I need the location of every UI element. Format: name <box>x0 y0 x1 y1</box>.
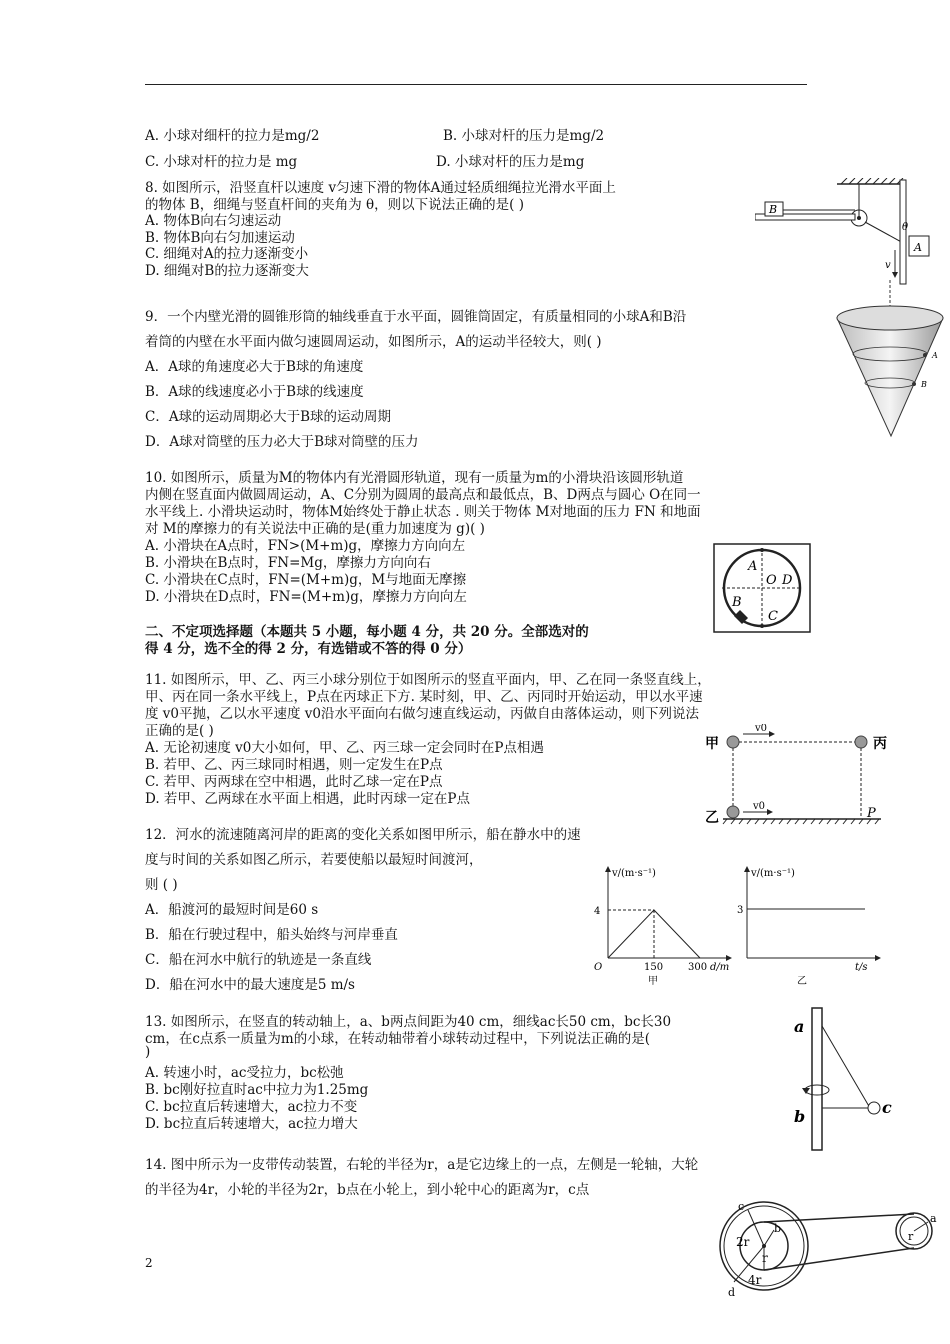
q9-option-a: A．A球的角速度必大于B球的角速度 <box>145 359 364 375</box>
q11-stem-1: 11. 如图所示，甲、乙、丙三小球分别位于如图所示的竖直平面内，甲、乙在同一条竖直线上， <box>145 672 711 688</box>
q14-fig-a: a <box>930 1212 937 1225</box>
q9-stem-1: 9．一个内壁光滑的圆锥形筒的轴线垂直于水平面，圆锥筒固定，有质量相同的小球A和B沿 <box>145 309 687 325</box>
q11-option-d: D. 若甲、乙两球在水平面上相遇，此时丙球一定在P点 <box>145 791 471 807</box>
q12-g2-y3: 3 <box>737 905 744 916</box>
q12-g1-x300: 300 <box>688 962 708 973</box>
q11-option-c: C. 若甲、丙两球在空中相遇，此时乙球一定在P点 <box>145 774 443 790</box>
q14-fig-r: r <box>762 1251 768 1265</box>
q9-option-d: D．A球对筒壁的压力必大于B球对筒壁的压力 <box>145 434 419 450</box>
q8-option-a: A. 物体B向右匀速运动 <box>145 213 282 229</box>
q12-stem-3: 则 ( ) <box>145 877 178 893</box>
q11-stem-2: 甲、丙在同一条水平线上，P点在丙球正下方. 某时刻，甲、乙、丙同时开始运动，甲以水平速 <box>145 689 703 705</box>
q8-option-d: D. 细绳对B的拉力逐渐变大 <box>145 263 309 279</box>
q12-g1-ylabel: v/(m·s⁻¹) <box>612 868 656 879</box>
q13-option-a: A. 转速小时，ac受拉力，bc松弛 <box>145 1065 344 1081</box>
q7-option-c: C. 小球对杆的拉力是 mg <box>145 154 298 170</box>
q13-stem-1: 13. 如图所示，在竖直的转动轴上，a、b两点间距为40 cm，细线ac长50 cm，bc长30 <box>145 1014 672 1030</box>
q9-stem-2: 着筒的内壁在水平面内做匀速圆周运动，如图所示，A的运动半径较大，则( ) <box>145 334 602 350</box>
q14-stem-1: 14. 图中所示为一皮带传动装置，右轮的半径为r，a是它边缘上的一点，左侧是一轮轴，大轮 <box>145 1157 699 1173</box>
q12-option-c: C．船在河水中航行的轨迹是一条直线 <box>145 952 372 968</box>
q8-option-b: B. 物体B向右匀加速运动 <box>145 230 295 246</box>
q8-fig-label-a: A <box>914 241 922 254</box>
q12-stem-2: 度与时间的关系如图乙所示，若要使船以最短时间渡河， <box>145 852 483 868</box>
q9-fig-label-a: A <box>932 351 938 360</box>
q12-g1-origin: O <box>594 962 603 973</box>
q12-option-d: D．船在河水中的最大速度是5 m/s <box>145 977 355 993</box>
q10-stem-2: 内侧在竖直面内做圆周运动，A、C分别为圆周的最高点和最低点，B、D两点与圆心 O在同一 <box>145 487 701 503</box>
q11-fig-jia: 甲 <box>705 736 719 752</box>
page-number: 2 <box>145 1256 153 1270</box>
q12-stem-1: 12．河水的流速随离河岸的距离的变化关系如图甲所示，船在静水中的速 <box>145 827 581 843</box>
q10-figure <box>712 542 812 634</box>
q9-option-b: B．A球的线速度必小于B球的线速度 <box>145 384 364 400</box>
q11-fig-yi: 乙 <box>705 810 719 826</box>
q8-option-c: C. 细绳对A的拉力逐渐变小 <box>145 246 309 262</box>
q11-fig-bing: 丙 <box>873 736 887 752</box>
q8-figure <box>755 178 935 286</box>
q13-fig-b: b <box>794 1107 806 1126</box>
q13-option-d: D. bc拉直后转速增大，ac拉力增大 <box>145 1116 358 1132</box>
q14-figure <box>712 1196 948 1300</box>
q8-stem-1: 8. 如图所示，沿竖直杆以速度 v匀速下滑的物体A通过轻质细绳拉光滑水平面上 <box>145 180 616 196</box>
q12-g1-y4: 4 <box>594 906 601 917</box>
q10-option-d: D. 小滑块在D点时，FN=(M+m)g，摩擦力方向向左 <box>145 589 467 605</box>
q10-stem-3: 水平线上. 小滑块运动时，物体M始终处于静止状态 . 则关于物体 M对地面的压力 FN 和地面 <box>145 504 701 520</box>
q12-g1-xlabel: d/m <box>710 962 730 973</box>
q8-fig-label-b: B <box>769 203 778 216</box>
q9-option-c: C．A球的运动周期必大于B球的运动周期 <box>145 409 391 425</box>
q11-option-b: B. 若甲、乙、丙三球同时相遇，则一定发生在P点 <box>145 757 443 773</box>
q13-fig-c: c <box>882 1098 892 1117</box>
q8-fig-theta: θ <box>902 222 909 233</box>
q13-stem-2: cm，在c点系一质量为m的小球，在转动轴带着小球转动过程中，下列说法正确的是( <box>145 1031 650 1047</box>
q10-fig-label-o: O <box>766 573 777 588</box>
q12-option-a: A．船渡河的最短时间是60 s <box>145 902 319 918</box>
q14-stem-2: 的半径为4r，小轮的半径为2r，b点在小轮上，到小轮中心的距离为r，c点 <box>145 1182 590 1198</box>
q14-fig-right-r: r <box>908 1230 914 1243</box>
q8-stem-2: 的物体 B，细绳与竖直杆间的夹角为 θ，则以下说法正确的是( ) <box>145 197 524 213</box>
q13-stem-3: ) <box>145 1044 151 1060</box>
q12-g2-ylabel: v/(m·s⁻¹) <box>751 868 795 879</box>
q13-option-c: C. bc拉直后转速增大，ac拉力不变 <box>145 1099 358 1115</box>
q12-g1-caption: 甲 <box>648 976 658 986</box>
q10-stem-4: 对 M的摩擦力的有关说法中正确的是(重力加速度为 g)( ) <box>145 521 485 537</box>
q7-option-b: B. 小球对杆的压力是mg/2 <box>443 128 605 144</box>
q12-graph-2 <box>737 862 887 986</box>
q14-fig-d: d <box>728 1286 736 1299</box>
q11-fig-p: P <box>867 806 876 821</box>
q12-g2-xlabel: t/s <box>855 962 868 973</box>
q8-fig-v: v <box>885 260 891 271</box>
section2-heading-1: 二、不定项选择题（本题共 5 小题，每小题 4 分，共 20 分。全部选对的 <box>145 624 589 640</box>
q10-stem-1: 10. 如图所示，质量为M的物体内有光滑圆形轨道，现有一质量为m的小滑块沿该圆形轨道 <box>145 470 684 486</box>
q10-option-a: A. 小滑块在A点时，FN>(M+m)g，摩擦力方向向左 <box>145 538 466 554</box>
section2-heading-2: 得 4 分，选不全的得 2 分，有选错或不答的得 0 分） <box>145 641 472 657</box>
q10-option-c: C. 小滑块在C点时，FN=(M+m)g，M与地面无摩擦 <box>145 572 467 588</box>
q11-option-a: A. 无论初速度 v0大小如何，甲、乙、丙三球一定会同时在P点相遇 <box>145 740 544 756</box>
q7-option-d: D. 小球对杆的压力是mg <box>436 154 585 170</box>
q10-fig-label-d: D <box>782 573 793 588</box>
q11-fig-v0-bottom: v0 <box>753 801 766 812</box>
q11-stem-3: 度 v0平抛，乙以水平速度 v0沿水平面向右做匀速直线运动，丙做自由落体运动，则下列说法 <box>145 706 700 722</box>
q13-fig-a: a <box>794 1017 805 1036</box>
q13-figure <box>788 1004 898 1154</box>
q11-stem-4: 正确的是( ) <box>145 723 214 739</box>
q11-fig-v0-top: v0 <box>755 724 768 734</box>
q9-figure <box>833 280 945 440</box>
q10-fig-label-b: B <box>732 595 742 610</box>
q12-option-b: B．船在行驶过程中，船头始终与河岸垂直 <box>145 927 398 943</box>
q10-fig-label-a: A <box>748 559 758 574</box>
q14-fig-b: b <box>774 1222 782 1235</box>
q12-graph-1 <box>588 862 738 986</box>
q7-option-a: A. 小球对细杆的拉力是mg/2 <box>145 128 320 144</box>
q12-g1-x150: 150 <box>644 962 664 973</box>
q14-fig-c: c <box>738 1200 745 1213</box>
q13-option-b: B. bc刚好拉直时ac中拉力为1.25mg <box>145 1082 369 1098</box>
q14-fig-2r: 2r <box>736 1235 750 1249</box>
q9-fig-label-b: B <box>921 380 927 389</box>
q14-fig-4r: 4r <box>748 1273 762 1287</box>
header-rule <box>145 84 807 85</box>
q10-option-b: B. 小滑块在B点时，FN=Mg，摩擦力方向向右 <box>145 555 431 571</box>
q11-figure <box>703 724 903 828</box>
q10-fig-label-c: C <box>768 609 778 624</box>
q12-g2-caption: 乙 <box>797 976 807 986</box>
